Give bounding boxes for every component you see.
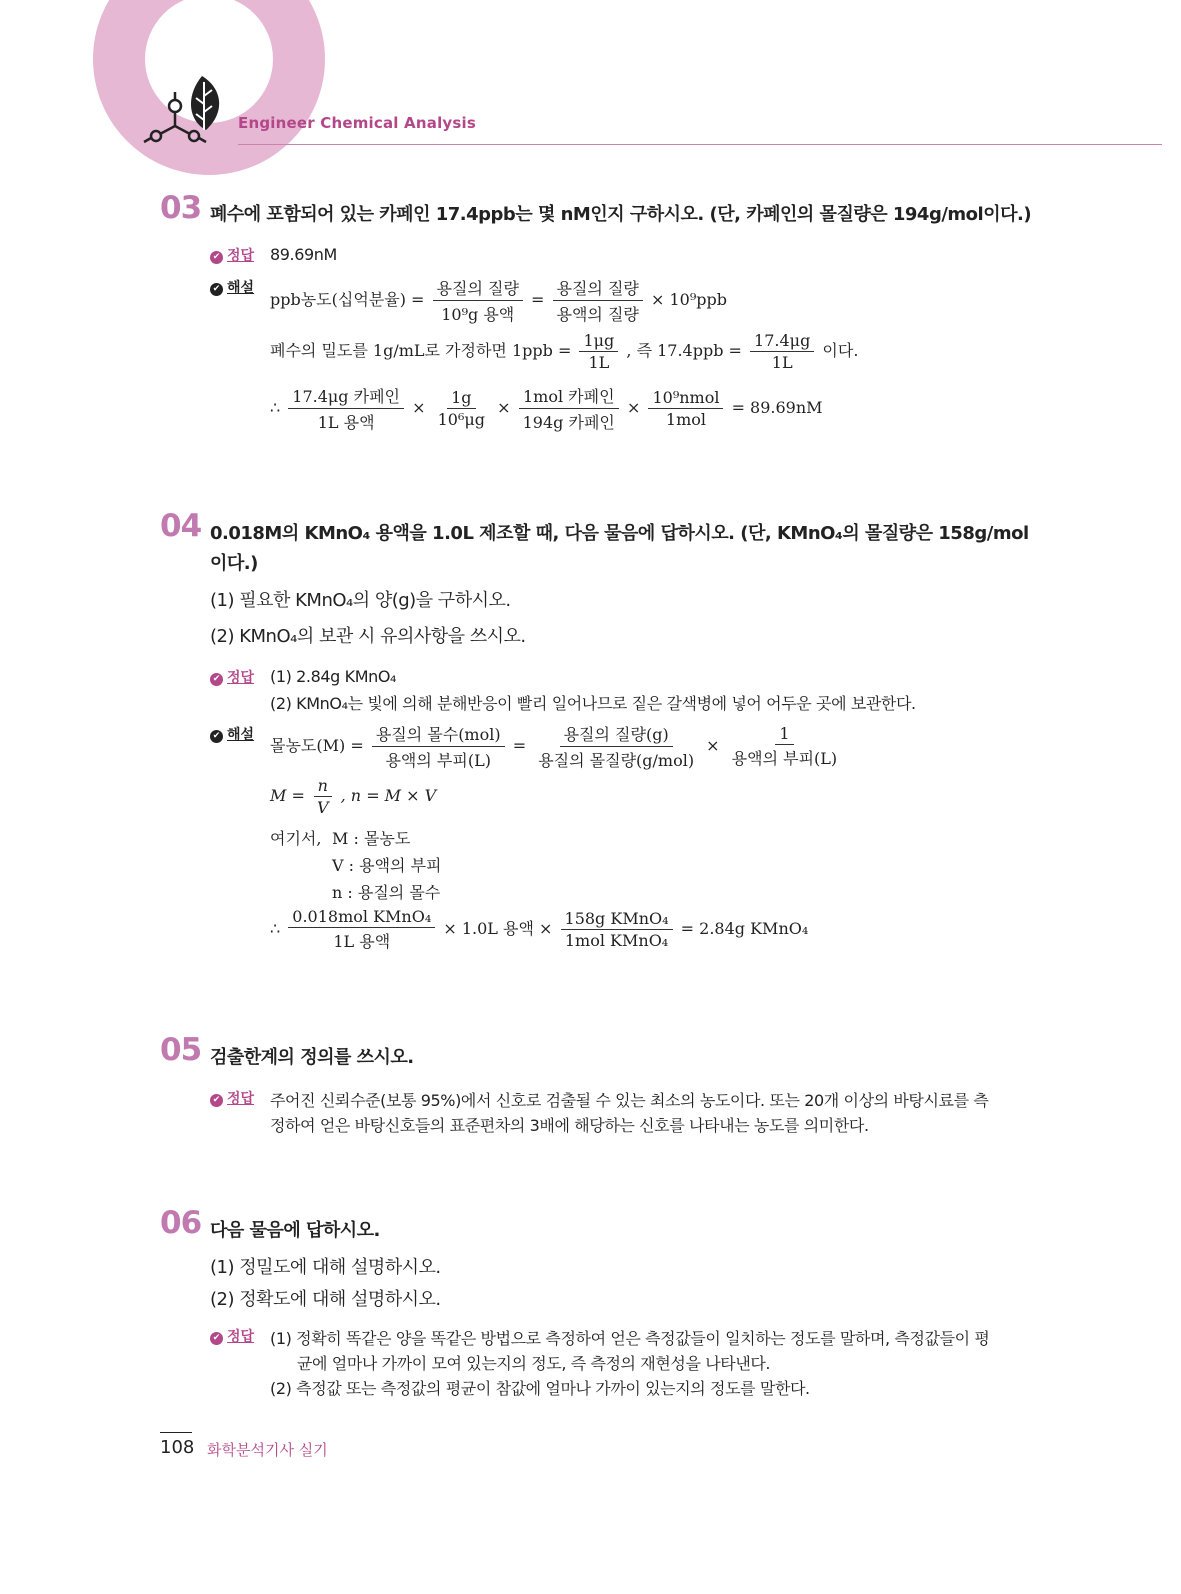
answer-line-2: 균에 얼마나 가까이 모여 있는지의 정도, 즉 측정의 재현성을 나타낸다.: [297, 1354, 771, 1373]
sub-question-1: (1) 정밀도에 대해 설명하시오.: [210, 1257, 441, 1278]
answer-line-1: 주어진 신뢰수준(보통 95%)에서 신호로 검출될 수 있는 최소의 농도이다. 또는 20개 이상의 바탕시료를 측: [270, 1091, 989, 1110]
check-icon: ✔: [210, 1332, 223, 1345]
question-text: 검출한계의 정의를 쓰시오.: [210, 1047, 414, 1068]
answer-value: 89.69nM: [270, 245, 337, 264]
equation-density-assumption: 폐수의 밀도를 1g/mL로 가정하면 1ppb = $\frac{1\mu g}{1L}$ , 즉 17.4ppb = $\frac{17.4\mu g}{1L}$ 이다.: [270, 331, 859, 372]
equation-ppb-definition: ppb농도(십억분율) = $\frac{\text{용질의 질량}}{\text{10⁹g 용액}}$ = $\frac{\text{용질의 질량}}{\text{용액의 질량}}$ × 10⁹ppb: [270, 276, 727, 325]
variable-definition: V : 용액의 부피: [332, 856, 442, 875]
answer-line-2: 정하여 얻은 바탕신호들의 표준편차의 3배에 해당하는 신호를 나타내는 농도를 의미한다.: [270, 1116, 869, 1135]
header-divider: [238, 144, 1162, 145]
check-icon: ✔: [210, 1094, 223, 1107]
header-title: Engineer Chemical Analysis: [238, 114, 476, 132]
question-number: 05: [160, 1032, 202, 1068]
question-number: 04: [160, 508, 202, 544]
explanation-label: ✔ 해설: [210, 724, 254, 744]
answer-line-1: (1) 정확히 똑같은 양을 똑같은 방법으로 측정하여 얻은 측정값들이 일치하는 정도를 말하며, 측정값들이 평: [270, 1329, 990, 1348]
molecule-leaf-icon: [140, 72, 230, 152]
sub-question-1: (1) 필요한 KMnO₄의 양(g)을 구하시오.: [210, 590, 511, 611]
answer-label: ✔ 정답: [210, 667, 254, 687]
sub-question-2: (2) KMnO₄의 보관 시 유의사항을 쓰시오.: [210, 626, 526, 647]
answer-line-3: (2) 측정값 또는 측정값의 평균이 참값에 얼마나 가까이 있는지의 정도를 말한다.: [270, 1379, 810, 1398]
sub-question-2: (2) 정확도에 대해 설명하시오.: [210, 1289, 441, 1310]
book-title: 화학분석기사 실기: [207, 1441, 328, 1459]
question-text: 다음 물음에 답하시오.: [210, 1220, 380, 1241]
equation-molarity: 몰농도(M) = $\frac{\text{용질의 몰수(mol)}}{\text{용액의 부피(L)}}$ = $\frac{\text{용질의 질량(g)}}{\text{용질의 몰질량(g/mol)}}$ × $\frac{1}{\text{용액의 부피(L)}}$: [270, 724, 838, 770]
check-icon: ✔: [210, 730, 223, 743]
answer-label: ✔ 정답: [210, 245, 254, 265]
answer-label: ✔ 정답: [210, 1326, 254, 1346]
variable-definition: M : 몰농도: [332, 829, 411, 848]
explanation-label: ✔ 해설: [210, 277, 254, 297]
answer-label: ✔ 정답: [210, 1088, 254, 1108]
check-icon: ✔: [210, 673, 223, 686]
question-text: 폐수에 포함되어 있는 카페인 17.4ppb는 몇 nM인지 구하시오. (단, 카페인의 몰질량은 194g/mol이다.): [210, 204, 1032, 225]
answer-line-1: (1) 2.84g KMnO₄: [270, 667, 397, 686]
where-label: 여기서,: [270, 829, 322, 848]
page-number: 108: [160, 1437, 195, 1458]
footer-divider: [160, 1432, 192, 1433]
question-text-line2: 이다.): [210, 553, 258, 574]
variable-definition: n : 용질의 몰수: [332, 883, 441, 902]
equation-m-n-v: M = $\frac{n}{V}$ , n = M × V: [270, 776, 437, 817]
question-number: 06: [160, 1205, 202, 1241]
question-number: 03: [160, 190, 202, 226]
answer-line-2: (2) KMnO₄는 빛에 의해 분해반응이 빨리 일어나므로 짙은 갈색병에 넣어 어두운 곳에 보관한다.: [270, 694, 916, 713]
equation-conversion: ∴ $\frac{\text{17.4μg 카페인}}{\text{1L 용액}}$ × $\frac{1g}{\text{10⁶μg}}$ × $\frac{\text{1mol 카페인}}{\text{194g 카페인}}$ × $\frac{\text{10⁹nmol}}{\text{1mol}}$ = 89.69nM: [270, 384, 823, 433]
equation-kmno4-mass: ∴ $\frac{\text{0.018mol KMnO₄}}{\text{1L 용액}}$ × 1.0L 용액 × $\frac{\text{158g KMnO₄}}{\text{1mol KMnO₄}}$ = 2.84g KMnO₄: [270, 907, 809, 951]
check-icon: ✔: [210, 251, 223, 264]
question-text-line1: 0.018M의 KMnO₄ 용액을 1.0L 제조할 때, 다음 물음에 답하시오. (단, KMnO₄의 몰질량은 158g/mol: [210, 523, 1029, 544]
check-icon: ✔: [210, 283, 223, 296]
